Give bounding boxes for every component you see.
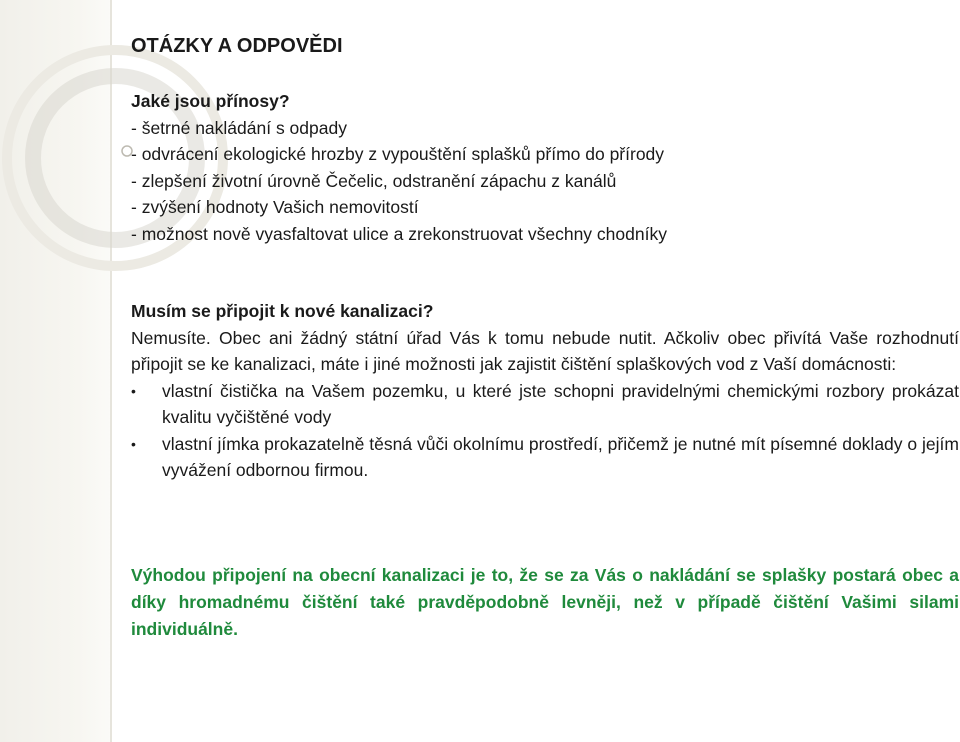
connection-section	[131, 298, 959, 484]
benefit-item: - zvýšení hodnoty Vašich nemovitostí	[131, 197, 419, 217]
benefits-section	[131, 88, 959, 247]
bullet-icon: •	[131, 435, 136, 452]
benefit-item: - zlepšení životní úrovně Čečelic, odstranění zápachu z kanálů	[131, 170, 617, 191]
list-item-text: vlastní jímka prokazatelně těsná vůči okolnímu prostředí, přičemž je nutné mít písemné doklady o jejím vyvážení odbornou firmou.	[162, 433, 959, 480]
connection-question: Musím se připojit k nové kanalizaci?	[131, 301, 434, 321]
options-list	[131, 378, 959, 484]
benefit-item: - možnost nově vyasfaltovat ulice a zrekonstruovat všechny chodníky	[131, 223, 667, 244]
list-item	[131, 431, 959, 484]
page-title: OTÁZKY A ODPOVĚDI	[131, 35, 343, 57]
conclusion-text: Výhodou připojení na obecní kanalizaci je to, že se za Vás o nakládání se splašky postará obec a díky hromadnému čištění také pravděpodobně levněji, než v případě čištění Vašimi silami individuálně.	[131, 565, 959, 639]
benefit-item: - šetrné nakládání s odpady	[131, 117, 347, 138]
list-item	[131, 378, 959, 431]
benefit-item: - odvrácení ekologické hrozby z vypouštění splašků přímo do přírody	[131, 144, 665, 164]
bullet-icon: •	[131, 382, 136, 399]
list-item-text: vlastní čistička na Vašem pozemku, u které jste schopni pravidelnými chemickými rozbory prokázat kvalitu vyčištěné vody	[162, 380, 959, 427]
connection-paragraph: Nemusíte. Obec ani žádný státní úřad Vás k tomu nebude nutit. Ačkoliv obec přivítá Vaše rozhodnutí připojit se ke kanalizaci, máte i jiné možnosti jak zajistit čištění splaškových vod z Vaší domácnosti:	[131, 327, 959, 374]
benefits-question: Jaké jsou přínosy?	[131, 91, 290, 111]
